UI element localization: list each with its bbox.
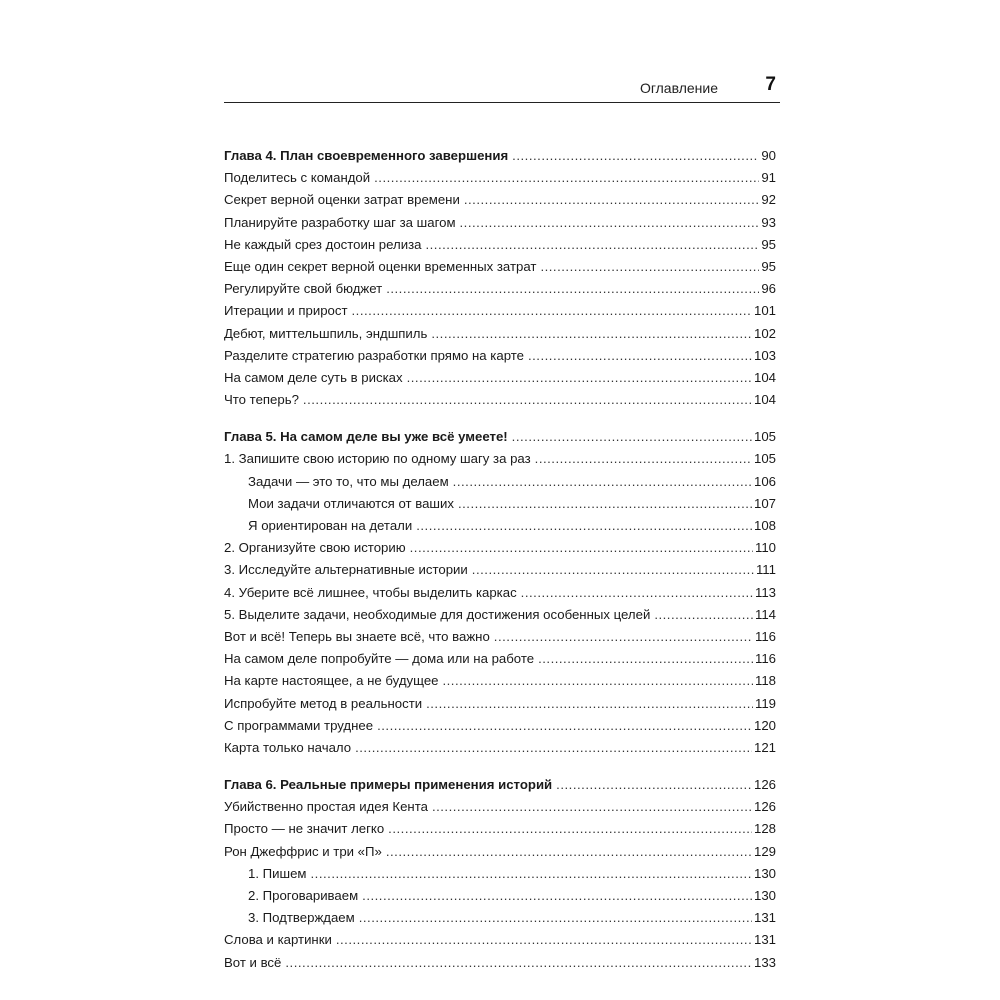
toc-dot-leader — [362, 885, 752, 907]
toc-entry[interactable] — [224, 582, 776, 604]
toc-dot-leader — [540, 256, 759, 278]
toc-dot-leader — [494, 626, 753, 648]
toc-entry-title: Еще один секрет верной оценки временных затрат — [224, 258, 537, 274]
toc-dot-leader — [654, 604, 753, 626]
toc-dot-leader — [535, 448, 752, 470]
toc-dot-leader — [416, 515, 752, 537]
toc-entry-title: Убийственно простая идея Кента — [224, 799, 428, 815]
toc-entry-page-number: 103 — [753, 347, 776, 363]
toc-entry-title: Рон Джеффрис и три «П» — [224, 843, 382, 859]
toc-entry[interactable] — [224, 952, 776, 974]
toc-entry-page-number: 121 — [753, 739, 776, 755]
toc-entry-title: 4. Уберите всё лишнее, чтобы выделить каркас — [224, 584, 517, 600]
toc-entry-page-number: 119 — [754, 695, 776, 711]
toc-entry-page-number: 90 — [761, 148, 776, 163]
toc-entry-title: Вот и всё — [224, 954, 282, 970]
toc-entry-page-number: 116 — [754, 628, 776, 644]
toc-entry[interactable] — [224, 448, 776, 470]
toc-entry-title: Что теперь? — [224, 392, 299, 408]
toc-entry-page-number: 95 — [761, 236, 776, 252]
toc-entry-title: Поделитесь с командой — [224, 170, 371, 186]
toc-entry-title: На карте настоящее, а не будущее — [224, 673, 439, 689]
toc-dot-leader — [521, 582, 753, 604]
toc-entry[interactable] — [224, 907, 776, 929]
toc-entry-title: Слова и картинки — [224, 932, 332, 948]
toc-entry-page-number: 96 — [761, 281, 776, 297]
toc-entry[interactable] — [224, 515, 776, 537]
toc-entry-page-number: 126 — [753, 799, 776, 815]
toc-entry-title: 5. Выделите задачи, необходимые для достижения особенных целей — [224, 606, 651, 622]
toc-entry[interactable] — [224, 278, 776, 300]
header-title: Оглавление — [639, 80, 718, 96]
table-of-contents — [224, 145, 776, 974]
toc-entry-page-number: 110 — [754, 540, 776, 556]
toc-entry-title: Регулируйте свой бюджет — [224, 281, 383, 297]
toc-entry-page-number: 111 — [755, 562, 776, 578]
toc-chapter-entry[interactable] — [224, 145, 776, 167]
toc-entry-page-number: 102 — [753, 325, 776, 341]
toc-entry-page-number: 118 — [754, 673, 776, 689]
toc-dot-leader — [472, 559, 754, 581]
toc-section — [224, 145, 776, 411]
toc-entry[interactable] — [224, 493, 776, 515]
toc-entry-title: Глава 6. Реальные примеры применения историй — [224, 777, 553, 793]
toc-entry[interactable] — [224, 537, 776, 559]
toc-entry[interactable] — [224, 670, 776, 692]
toc-dot-leader — [303, 389, 752, 411]
toc-entry-page-number: 101 — [753, 303, 776, 319]
toc-entry-page-number: 91 — [761, 170, 776, 186]
toc-entry[interactable] — [224, 323, 776, 345]
toc-entry-title: Глава 4. План своевременного завершения — [224, 148, 509, 163]
toc-entry-title: Разделите стратегию разработки прямо на карте — [224, 347, 524, 363]
toc-entry[interactable] — [224, 234, 776, 256]
toc-entry[interactable] — [224, 648, 776, 670]
toc-entry[interactable] — [224, 604, 776, 626]
toc-entry-page-number: 108 — [753, 518, 776, 533]
toc-entry[interactable] — [224, 559, 776, 581]
toc-entry[interactable] — [224, 189, 776, 211]
toc-dot-leader — [512, 426, 752, 448]
header-page-number: 7 — [765, 74, 776, 95]
toc-dot-leader — [425, 234, 759, 256]
toc-entry[interactable] — [224, 626, 776, 648]
toc-entry-title: Просто — не значит легко — [224, 821, 385, 837]
toc-entry-title: На самом деле попробуйте — дома или на работе — [224, 651, 535, 667]
toc-dot-leader — [386, 841, 752, 863]
toc-entry-title: 1. Пишем — [248, 865, 307, 881]
toc-entry-title: Не каждый срез достоин релиза — [224, 236, 422, 252]
toc-dot-leader — [556, 774, 752, 796]
toc-entry-title: 3. Подтверждаем — [248, 910, 355, 926]
toc-chapter-entry[interactable] — [224, 426, 776, 448]
toc-dot-leader — [426, 693, 753, 715]
toc-entry-page-number: 92 — [761, 192, 776, 208]
toc-dot-leader — [388, 818, 752, 840]
toc-entry[interactable] — [224, 929, 776, 951]
toc-entry-page-number: 120 — [753, 717, 776, 733]
toc-dot-leader — [538, 648, 753, 670]
toc-dot-leader — [311, 863, 752, 885]
toc-entry[interactable] — [224, 737, 776, 759]
toc-entry-title: Дебют, миттельшпиль, эндшпиль — [224, 325, 428, 341]
toc-dot-leader — [453, 471, 752, 493]
toc-entry[interactable] — [224, 715, 776, 737]
toc-entry-title: Вот и всё! Теперь вы знаете всё, что важно — [224, 628, 490, 644]
toc-dot-leader — [512, 145, 759, 167]
toc-entry-page-number: 130 — [753, 865, 776, 881]
toc-entry-page-number: 104 — [753, 369, 776, 385]
toc-entry-page-number: 107 — [753, 495, 776, 511]
toc-entry-title: Испробуйте метод в реальности — [224, 695, 423, 711]
toc-entry[interactable] — [224, 818, 776, 840]
toc-entry-title: Секрет верной оценки затрат времени — [224, 192, 460, 208]
toc-entry[interactable] — [224, 693, 776, 715]
toc-entry[interactable] — [224, 256, 776, 278]
toc-dot-leader — [410, 537, 753, 559]
toc-entry-title: На самом деле суть в рисках — [224, 369, 403, 385]
toc-chapter-entry[interactable] — [224, 774, 776, 796]
toc-entry-title: С программами труднее — [224, 717, 374, 733]
toc-dot-leader — [359, 907, 752, 929]
toc-dot-leader — [458, 493, 752, 515]
toc-section — [224, 426, 776, 759]
toc-entry-title: 2. Организуйте свою историю — [224, 540, 406, 556]
toc-entry-page-number: 126 — [753, 777, 776, 793]
toc-entry[interactable] — [224, 367, 776, 389]
toc-entry[interactable] — [224, 863, 776, 885]
toc-entry-page-number: 133 — [753, 954, 776, 970]
toc-entry-title: 2. Проговариваем — [248, 888, 359, 903]
toc-dot-leader — [442, 670, 752, 692]
toc-dot-leader — [336, 929, 752, 951]
page-header — [224, 70, 780, 103]
toc-dot-leader — [285, 952, 752, 974]
toc-entry-title: Итерации и прирост — [224, 303, 348, 319]
toc-entry-page-number: 128 — [753, 821, 776, 837]
toc-dot-leader — [374, 167, 759, 189]
toc-entry-page-number: 114 — [754, 606, 776, 622]
toc-dot-leader — [352, 300, 752, 322]
toc-entry-title: Планируйте разработку шаг за шагом — [224, 214, 456, 230]
toc-entry-title: Глава 5. На самом деле вы уже всё умеете! — [224, 429, 508, 445]
toc-entry-title: Задачи — это то, что мы делаем — [248, 473, 449, 489]
toc-entry[interactable] — [224, 885, 776, 907]
toc-dot-leader — [377, 715, 752, 737]
toc-entry-page-number: 105 — [753, 451, 776, 467]
toc-dot-leader — [432, 796, 752, 818]
toc-entry-page-number: 113 — [754, 584, 776, 600]
toc-entry[interactable] — [224, 300, 776, 322]
toc-section — [224, 774, 776, 974]
toc-entry[interactable] — [224, 389, 776, 411]
toc-entry[interactable] — [224, 212, 776, 234]
toc-entry-page-number: 130 — [753, 888, 776, 903]
toc-entry[interactable] — [224, 796, 776, 818]
toc-entry[interactable] — [224, 167, 776, 189]
toc-entry-page-number: 129 — [753, 843, 776, 859]
toc-dot-leader — [407, 367, 752, 389]
toc-entry[interactable] — [224, 345, 776, 367]
toc-entry[interactable] — [224, 841, 776, 863]
toc-entry-page-number: 116 — [754, 651, 776, 667]
toc-entry-page-number: 105 — [753, 429, 776, 445]
toc-dot-leader — [386, 278, 759, 300]
toc-entry[interactable] — [224, 471, 776, 493]
toc-dot-leader — [528, 345, 752, 367]
toc-entry-title: 1. Запишите свою историю по одному шагу за раз — [224, 451, 531, 467]
toc-entry-page-number: 131 — [753, 932, 776, 948]
toc-dot-leader — [431, 323, 752, 345]
toc-entry-page-number: 131 — [753, 910, 776, 926]
toc-dot-leader — [355, 737, 752, 759]
toc-entry-page-number: 93 — [761, 214, 776, 230]
toc-entry-page-number: 104 — [753, 392, 776, 408]
toc-dot-leader — [460, 212, 760, 234]
toc-entry-title: Мои задачи отличаются от ваших — [248, 495, 454, 511]
toc-entry-title: Я ориентирован на детали — [248, 518, 413, 533]
toc-entry-page-number: 95 — [761, 258, 776, 274]
toc-dot-leader — [464, 189, 759, 211]
toc-entry-title: Карта только начало — [224, 739, 352, 755]
toc-entry-title: 3. Исследуйте альтернативные истории — [224, 562, 468, 578]
toc-entry-page-number: 106 — [753, 473, 776, 489]
